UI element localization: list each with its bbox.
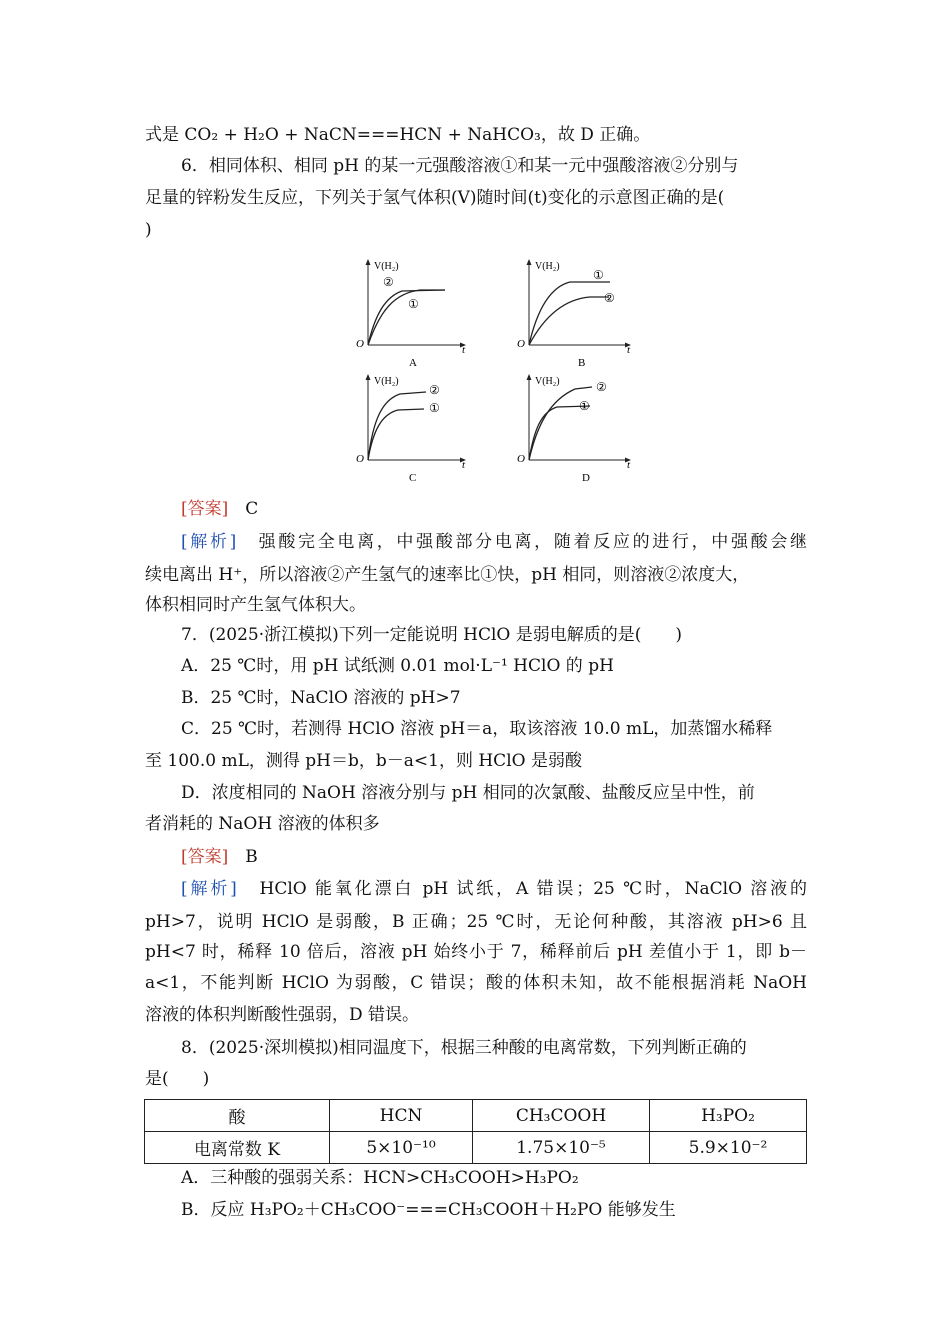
x-axis-label: t [627,344,631,356]
table-cell: 5×10⁻¹⁰ [330,1132,473,1164]
panel-label: C [409,472,417,484]
option-7d-cont: 者消耗的 NaOH 溶液的体积多 [145,814,380,834]
analysis-7 [181,877,807,901]
table-row [145,1132,807,1164]
origin-label: O [356,453,364,465]
option-8b: B．反应 H₃PO₂＋CH₃COO⁻===CH₃COOH＋H₂PO 能够发生 [181,1200,676,1220]
origin-label: O [356,338,364,350]
x-axis-label: t [462,344,466,356]
panel-label: D [582,472,590,484]
y-axis-label: V(H₂) [374,261,399,272]
option-7b: B．25 ℃时，NaClO 溶液的 pH>7 [181,688,461,708]
analysis-6-line: 续电离出 H⁺，所以溶液②产生氢气的速率比①快，pH 相同，则溶液②浓度大， [145,565,750,585]
analysis-7-line: a<1，不能判断 HClO 为弱酸，C 错误；酸的体积未知，故不能根据消耗 NaOH [145,973,807,993]
panel-label: A [409,357,417,369]
table-cell: HCN [330,1100,473,1132]
y-axis-label: V(H₂) [374,376,399,387]
analysis-6-line: 体积相同时产生氢气体积大。 [145,595,366,615]
curve-1-label: ① [579,399,590,413]
curve-2-label: ② [383,275,394,289]
curve-2-line [529,297,609,345]
graph-d [505,370,645,485]
curve-1-line [529,406,590,460]
panel-label: B [578,357,586,369]
answer-tag: [答案] [181,847,229,867]
analysis-tag: [解析] [181,879,237,899]
question-6-line: 足量的锌粉发生反应，下列关于氢气体积(V)随时间(t)变化的示意图正确的是( [145,188,725,208]
table-cell: 5.9×10⁻² [650,1132,807,1164]
table-header-row [145,1100,807,1132]
analysis-text: 强酸完全电离，中强酸部分电离，随着反应的进行，中强酸会继 [258,532,807,552]
answer-value: C [245,499,259,519]
option-7a: A．25 ℃时，用 pH 试纸测 0.01 mol·L⁻¹ HClO 的 pH [181,656,614,676]
table-cell: CH₃COOH [473,1100,650,1132]
answer-tag: [答案] [181,499,229,519]
curve-2-line [368,392,426,460]
text-line: 式是 CO₂ + H₂O + NaCN===HCN + NaHCO₃，故 D 正确。 [145,125,651,145]
option-7c-cont: 至 100.0 mL，测得 pH＝b，b－a<1，则 HClO 是弱酸 [145,751,582,771]
question-7: 7．(2025·浙江模拟)下列一定能说明 HClO 是弱电解质的是( ) [181,625,683,645]
origin-label: O [517,338,525,350]
curve-2-label: ② [596,380,607,394]
curve-1-label: ① [408,297,419,311]
table-cell: 电离常数 K [145,1132,330,1164]
answer-6 [181,497,807,521]
curve-1-line [368,290,445,345]
answer-7 [181,845,807,869]
curve-1-line [368,409,424,460]
curve-1-label: ① [429,401,440,415]
answer-value: B [245,847,258,867]
origin-label: O [517,453,525,465]
curve-1-label: ① [593,268,604,282]
question-6-line: ) [145,220,152,240]
curve-2-line [529,387,592,460]
option-7c: C．25 ℃时，若测得 HClO 溶液 pH＝a，取该溶液 10.0 mL，加蒸馏水稀释 [181,719,773,739]
curve-1-line [529,282,610,345]
curve-2-label: ② [429,383,440,397]
analysis-text: HClO 能氧化漂白 pH 试纸，A 错误；25 ℃时，NaClO 溶液的 [259,879,807,899]
table-cell: H₃PO₂ [650,1100,807,1132]
option-8a: A．三种酸的强弱关系：HCN>CH₃COOH>H₃PO₂ [181,1168,579,1188]
x-axis-label: t [627,459,631,471]
analysis-7-line: pH>7，说明 HClO 是弱酸，B 正确；25 ℃时，无论何种酸，其溶液 pH>6 且 [145,912,807,932]
y-axis-label: V(H₂) [535,376,560,387]
analysis-7-line: 溶液的体积判断酸性强弱，D 错误。 [145,1005,420,1025]
table-cell: 酸 [145,1100,330,1132]
analysis-7-line: pH<7 时，稀释 10 倍后，溶液 pH 始终小于 7，稀释前后 pH 差值小于 1，即 b－ [145,942,807,962]
question-8: 8．(2025·深圳模拟)相同温度下，根据三种酸的电离常数，下列判断正确的 [181,1038,747,1058]
graph-c [340,370,480,485]
x-axis-label: t [462,459,466,471]
graph-b [505,255,645,370]
ionization-constant-table [144,1099,807,1164]
table-cell: 1.75×10⁻⁵ [473,1132,650,1164]
question-6-line: 6．相同体积、相同 pH 的某一元强酸溶液①和某一元中强酸溶液②分别与 [181,156,739,176]
question-8-cont: 是( ) [145,1069,210,1089]
analysis-tag: [解析] [181,532,237,552]
analysis-6 [181,530,807,554]
curve-2-label: ② [604,291,615,305]
y-axis-label: V(H₂) [535,261,560,272]
graph-a [340,255,480,370]
option-7d: D．浓度相同的 NaOH 溶液分别与 pH 相同的次氯酸、盐酸反应呈中性，前 [181,783,755,803]
